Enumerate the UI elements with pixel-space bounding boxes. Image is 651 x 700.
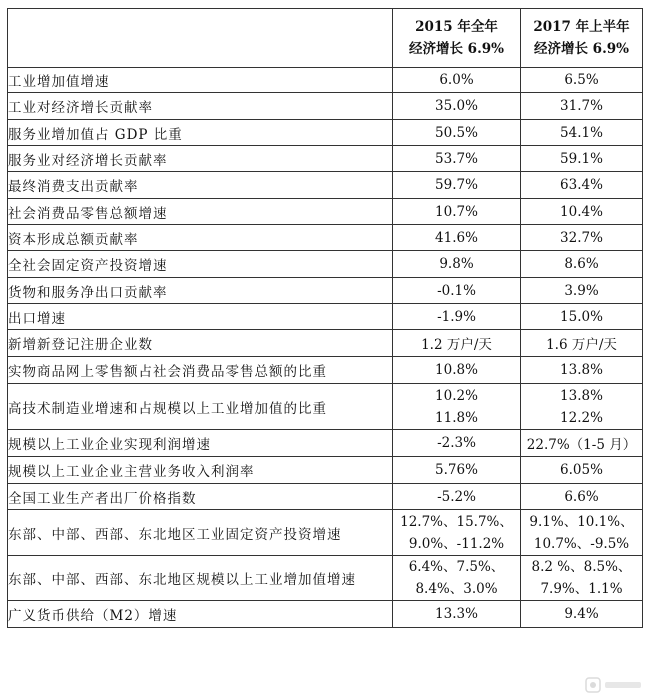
value-2017h1: 12.2% <box>560 409 603 426</box>
value-2017h1: 3.9% <box>564 282 599 299</box>
row-label: 工业对经济增长贡献率 <box>8 93 393 120</box>
value-2015-cell <box>393 146 521 172</box>
value-2015-cell <box>393 172 521 199</box>
value-2015: 10.2% <box>435 387 478 404</box>
value-2017h1-cell <box>521 330 643 357</box>
value-2017h1-cell <box>521 225 643 251</box>
table-row <box>8 225 643 251</box>
value-2017h1: 54.1% <box>560 124 603 141</box>
value-2017h1-cell <box>521 556 643 601</box>
table-row <box>8 357 643 384</box>
value-2017h1-cell <box>521 251 643 278</box>
value-2017h1: 8.2 %、8.5%、 <box>531 559 632 575</box>
row-label: 货物和服务净出口贡献率 <box>8 278 393 304</box>
header-2017h1-line2: 经济增长 6.9% <box>533 41 629 57</box>
row-label: 广义货币供给（M2）增速 <box>8 601 393 628</box>
row-label: 全社会固定资产投资增速 <box>8 251 393 278</box>
value-2017h1: 1.6 万户/天 <box>546 337 617 353</box>
value-2015-cell <box>393 93 521 120</box>
value-2015: -1.9% <box>437 308 476 325</box>
table-row <box>8 278 643 304</box>
value-2015: 59.7% <box>435 177 478 193</box>
table-row <box>8 510 643 556</box>
value-2017h1-cell <box>521 430 643 457</box>
value-2015-cell <box>393 278 521 304</box>
header-row <box>8 9 643 68</box>
row-label: 服务业增加值占 GDP 比重 <box>8 120 393 146</box>
value-2017h1: 15.0% <box>560 308 603 325</box>
header-2017h1 <box>521 9 643 68</box>
value-2015: 10.7% <box>435 203 478 220</box>
row-label: 资本形成总额贡献率 <box>8 225 393 251</box>
table-row <box>8 484 643 510</box>
watermark-logo <box>585 674 645 696</box>
value-2015: 50.5% <box>435 124 478 141</box>
value-2017h1-cell <box>521 457 643 484</box>
row-label: 东部、中部、西部、东北地区工业固定资产投资增速 <box>8 510 393 556</box>
value-2017h1-cell <box>521 384 643 430</box>
table-row <box>8 330 643 357</box>
table-row <box>8 556 643 601</box>
value-2015: -2.3% <box>437 435 476 451</box>
value-2015-cell <box>393 357 521 384</box>
value-2017h1: 8.6% <box>564 256 599 272</box>
table-body <box>8 68 643 628</box>
economic-comparison-table <box>7 8 643 628</box>
row-label: 实物商品网上零售额占社会消费品零售总额的比重 <box>8 357 393 384</box>
value-2015-cell <box>393 484 521 510</box>
value-2017h1: 6.05% <box>560 462 603 478</box>
header-indicator <box>8 9 393 68</box>
value-2015: 6.4%、7.5%、 <box>408 559 505 575</box>
value-2015-cell <box>393 510 521 556</box>
value-2017h1: 13.8% <box>560 362 603 378</box>
value-2015: 13.3% <box>435 606 478 622</box>
value-2017h1: 59.1% <box>560 150 603 167</box>
value-2017h1: 9.4% <box>564 606 599 622</box>
value-2015-cell <box>393 199 521 225</box>
value-2017h1-cell <box>521 357 643 384</box>
value-2015-cell <box>393 225 521 251</box>
value-2015-cell <box>393 251 521 278</box>
row-label: 最终消费支出贡献率 <box>8 172 393 199</box>
table-row <box>8 146 643 172</box>
value-2017h1-cell <box>521 199 643 225</box>
value-2015: 12.7%、15.7%、 <box>400 513 513 530</box>
table-row <box>8 120 643 146</box>
table-row <box>8 601 643 628</box>
value-2017h1: 10.4% <box>560 203 603 220</box>
header-2015-line1: 2015 年全年 <box>415 19 498 35</box>
table-row <box>8 68 643 93</box>
value-2015: 1.2 万户/天 <box>421 337 492 353</box>
row-label: 服务业对经济增长贡献率 <box>8 146 393 172</box>
value-2017h1-cell <box>521 146 643 172</box>
value-2015-cell <box>393 68 521 93</box>
header-2015-line2: 经济增长 6.9% <box>408 41 504 57</box>
value-2017h1-cell <box>521 278 643 304</box>
value-2015: 9.8% <box>439 256 474 272</box>
table-row <box>8 172 643 199</box>
value-2015: -5.2% <box>437 488 476 505</box>
value-2015: 9.0%、-11.2% <box>408 535 505 552</box>
row-label: 新增新登记注册企业数 <box>8 330 393 357</box>
row-label: 工业增加值增速 <box>8 68 393 93</box>
value-2017h1: 7.9%、1.1% <box>540 581 623 597</box>
row-label: 东部、中部、西部、东北地区规模以上工业增加值增速 <box>8 556 393 601</box>
row-label: 规模以上工业企业主营业务收入利润率 <box>8 457 393 484</box>
value-2015-cell <box>393 556 521 601</box>
value-2017h1: 32.7% <box>560 229 603 246</box>
header-2015 <box>393 9 521 68</box>
value-2015: 10.8% <box>435 362 478 378</box>
value-2017h1-cell <box>521 68 643 93</box>
value-2015: 35.0% <box>435 98 478 114</box>
value-2017h1: 13.8% <box>560 387 603 404</box>
value-2015: 53.7% <box>435 150 478 167</box>
header-2017h1-line1: 2017 年上半年 <box>533 19 630 35</box>
value-2015: -0.1% <box>437 282 476 299</box>
value-2017h1-cell <box>521 601 643 628</box>
row-label: 社会消费品零售总额增速 <box>8 199 393 225</box>
table-row <box>8 93 643 120</box>
table-row <box>8 457 643 484</box>
value-2017h1-cell <box>521 172 643 199</box>
row-label: 规模以上工业企业实现利润增速 <box>8 430 393 457</box>
row-label: 出口增速 <box>8 304 393 330</box>
value-2017h1: 10.7%、-9.5% <box>533 535 630 552</box>
table-row <box>8 430 643 457</box>
value-2017h1-cell <box>521 304 643 330</box>
value-2015-cell <box>393 304 521 330</box>
value-2015-cell <box>393 330 521 357</box>
value-2017h1-cell <box>521 93 643 120</box>
table-row <box>8 304 643 330</box>
value-2017h1-cell <box>521 484 643 510</box>
value-2015: 6.0% <box>439 72 474 88</box>
value-2017h1-cell <box>521 120 643 146</box>
value-2017h1: 9.1%、10.1%、 <box>529 513 634 530</box>
value-2015: 8.4%、3.0% <box>415 581 498 597</box>
value-2015-cell <box>393 120 521 146</box>
row-label: 全国工业生产者出厂价格指数 <box>8 484 393 510</box>
value-2017h1: 63.4% <box>560 177 603 193</box>
value-2015: 41.6% <box>435 229 478 246</box>
value-2017h1: 22.7%（1-5 月） <box>526 437 637 453</box>
table-row <box>8 251 643 278</box>
table-row <box>8 384 643 430</box>
value-2017h1: 31.7% <box>560 98 603 114</box>
row-label: 高技术制造业增速和占规模以上工业增加值的比重 <box>8 384 393 430</box>
value-2015-cell <box>393 457 521 484</box>
value-2017h1: 6.6% <box>564 488 599 505</box>
value-2015-cell <box>393 430 521 457</box>
value-2017h1: 6.5% <box>564 72 599 88</box>
value-2015-cell <box>393 384 521 430</box>
value-2017h1-cell <box>521 510 643 556</box>
table-row <box>8 199 643 225</box>
value-2015-cell <box>393 601 521 628</box>
value-2015: 11.8% <box>435 409 478 426</box>
value-2015: 5.76% <box>435 462 478 478</box>
